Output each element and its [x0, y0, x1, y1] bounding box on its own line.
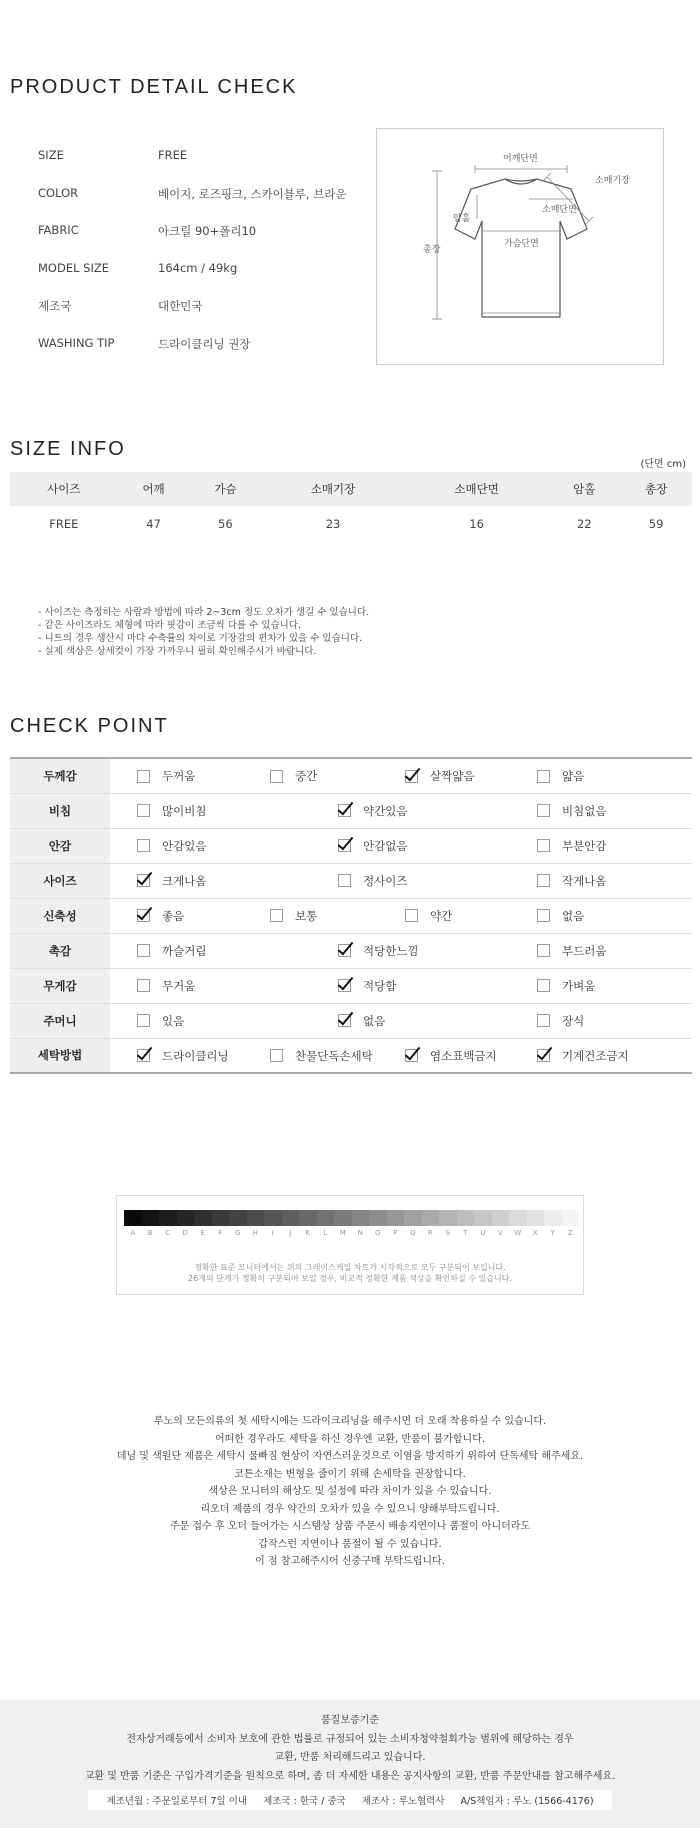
grayscale-letter: O — [374, 1229, 381, 1237]
check-option[interactable] — [137, 803, 206, 821]
check-option-label: 무거움 — [162, 978, 196, 993]
grayscale-swatch — [544, 1210, 562, 1226]
check-option-label: 좋음 — [162, 908, 185, 923]
check-option-label: 찬물단독손세탁 — [295, 1048, 373, 1063]
label-shoulder: 어깨단면 — [503, 154, 538, 164]
grayscale-swatch — [527, 1210, 545, 1226]
check-option[interactable] — [537, 1048, 629, 1066]
grayscale-letter: G — [235, 1229, 241, 1237]
check-option[interactable] — [338, 803, 407, 821]
check-option[interactable] — [537, 978, 595, 996]
check-option[interactable] — [137, 1013, 184, 1031]
grayscale-letter: Q — [409, 1229, 416, 1237]
footer-line: 교환 및 반품 기준은 구입가격기준을 원칙으로 하며, 좀 더 자세한 내용은 공지사항의 교환, 반품 주문안내를 참고해주세요. — [84, 1770, 616, 1782]
checkbox[interactable] — [537, 804, 550, 817]
label-length: 총장 — [423, 245, 441, 255]
size-header: 소매단면 — [405, 472, 549, 506]
check-options — [110, 898, 692, 933]
notice-line: 색상은 모니터의 해상도 및 설정에 따라 차이가 있을 수 있습니다. — [208, 1486, 492, 1497]
grayscale-letter: E — [200, 1229, 205, 1237]
size-header: 사이즈 — [10, 472, 118, 506]
spec-value: FREE — [158, 148, 188, 162]
check-option-label: 안감없음 — [363, 838, 408, 853]
checkbox[interactable] — [270, 1049, 283, 1062]
check-heading: CHECK POINT — [10, 715, 169, 737]
check-row — [10, 1038, 692, 1073]
check-option[interactable] — [137, 838, 206, 856]
notice-line: 주문 접수 후 오더 들어가는 시스템상 상품 주문시 배송지연이나 품절이 아니더라도 — [169, 1521, 531, 1532]
grayscale-letter: R — [427, 1229, 433, 1237]
check-options — [110, 828, 692, 863]
size-notes — [38, 606, 369, 658]
check-option-label: 약간있음 — [363, 803, 408, 818]
check-option[interactable] — [270, 1048, 373, 1066]
grayscale-swatch — [229, 1210, 247, 1226]
check-category: 촉감 — [10, 933, 110, 968]
checkbox[interactable] — [338, 804, 351, 817]
checkbox[interactable] — [537, 909, 550, 922]
check-row — [10, 758, 692, 793]
checkbox[interactable] — [537, 1014, 550, 1027]
note-line: - 같은 사이즈라도 체형에 따라 핏감이 조금씩 다를 수 있습니다. — [38, 620, 302, 631]
size-header: 소매기장 — [261, 472, 405, 506]
size-header: 암홀 — [548, 472, 620, 506]
grayscale-swatch — [159, 1210, 177, 1226]
spec-key: 제조국 — [38, 299, 72, 313]
size-cell: 59 — [648, 517, 664, 531]
grayscale-swatch — [299, 1210, 317, 1226]
checkbox[interactable] — [338, 944, 351, 957]
check-option[interactable] — [405, 768, 474, 786]
check-option-label: 있음 — [162, 1013, 185, 1028]
checkbox[interactable] — [137, 874, 150, 887]
check-option[interactable] — [338, 1013, 385, 1031]
footer-info-item: A/S책임자 : 루노 (1566-4176) — [460, 1796, 594, 1807]
grayscale-swatch — [282, 1210, 300, 1226]
label-sleeve-width: 소매단면 — [542, 205, 577, 215]
grayscale-letter: H — [252, 1229, 258, 1237]
grayscale-swatch — [492, 1210, 510, 1226]
checkbox[interactable] — [270, 909, 283, 922]
check-option[interactable] — [537, 838, 606, 856]
grayscale-swatch — [194, 1210, 212, 1226]
check-option-label: 적당함 — [363, 978, 397, 993]
checkbox[interactable] — [338, 874, 351, 887]
spec-value: 아크릴 90+폴리10 — [158, 224, 257, 238]
checkbox[interactable] — [405, 1049, 418, 1062]
grayscale-swatch — [562, 1210, 580, 1226]
check-option-label: 부분안감 — [562, 838, 607, 853]
checkbox[interactable] — [137, 1049, 150, 1062]
check-options — [110, 933, 692, 968]
check-option-label: 살짝얇음 — [430, 769, 475, 783]
size-header: 가슴 — [189, 472, 261, 506]
grayscale-swatch — [369, 1210, 387, 1226]
check-options — [110, 793, 692, 828]
check-option[interactable] — [338, 873, 407, 891]
check-category: 안감 — [10, 828, 110, 863]
size-header: 어깨 — [118, 472, 190, 506]
grayscale-swatch — [387, 1210, 405, 1226]
grayscale-swatch — [264, 1210, 282, 1226]
grayscale-letter: N — [357, 1229, 363, 1237]
checkbox[interactable] — [137, 770, 150, 783]
spec-key: WASHING TIP — [38, 335, 115, 350]
garment-diagram — [376, 128, 664, 365]
notice-line: 어떠한 경우라도 세탁을 하신 경우엔 교환, 반품이 불가합니다. — [214, 1433, 486, 1445]
quality-footer — [0, 1700, 700, 1828]
grayscale-swatch — [247, 1210, 265, 1226]
check-options — [110, 1003, 692, 1038]
notice-line: 루노의 모든의류의 첫 세탁시에는 드라이크리닝을 해주시면 더 오래 착용하실 수 있습니다. — [153, 1416, 547, 1427]
check-category: 사이즈 — [10, 863, 110, 898]
grayscale-swatch — [352, 1210, 370, 1226]
check-option-label: 부드러움 — [562, 943, 607, 958]
checkbox[interactable] — [405, 770, 418, 783]
grayscale-swatch — [334, 1210, 352, 1226]
checkbox[interactable] — [537, 944, 550, 957]
grayscale-letter: J — [289, 1229, 292, 1237]
spec-key: FABRIC — [38, 223, 79, 237]
check-option[interactable] — [338, 943, 419, 961]
check-row — [10, 828, 692, 863]
note-line: - 니트의 경우 생산시 마다 수축률의 차이로 기장감의 편차가 있을 수 있습니다. — [38, 633, 363, 644]
spec-key: MODEL SIZE — [38, 260, 109, 275]
check-point-table — [10, 757, 692, 1074]
size-cell: 16 — [469, 517, 484, 531]
check-option-label: 기계건조금지 — [562, 1048, 629, 1063]
footer-info-item: 제조국 : 한국 / 중국 — [263, 1796, 346, 1807]
spec-key: SIZE — [38, 148, 64, 162]
check-option[interactable] — [137, 978, 195, 996]
grayscale-letter: S — [445, 1229, 450, 1237]
grayscale-bar — [124, 1210, 579, 1226]
check-option[interactable] — [405, 908, 452, 926]
spec-value: 드라이클리닝 권장 — [158, 336, 251, 351]
grayscale-swatch — [439, 1210, 457, 1226]
grayscale-letter: Z — [567, 1229, 573, 1237]
checkbox[interactable] — [338, 839, 351, 852]
check-category: 비침 — [10, 793, 110, 828]
check-option-label: 없음 — [363, 1013, 386, 1028]
footer-info-item: 제조년월 : 주문일로부터 7일 이내 — [106, 1796, 248, 1807]
grayscale-letter: D — [182, 1229, 188, 1237]
grayscale-swatch — [212, 1210, 230, 1226]
checkbox[interactable] — [137, 804, 150, 817]
size-row — [10, 506, 692, 542]
check-option-label: 까슬거림 — [162, 943, 207, 958]
grayscale-letter: L — [323, 1229, 328, 1237]
check-option-label: 크게나옴 — [162, 873, 207, 888]
checkbox[interactable] — [537, 1049, 550, 1062]
label-armhole: 암홀 — [453, 214, 471, 224]
check-row — [10, 863, 692, 898]
grayscale-swatch — [474, 1210, 492, 1226]
check-option[interactable] — [405, 1048, 497, 1066]
care-notice — [0, 1413, 700, 1571]
check-option-label: 보통 — [295, 908, 318, 923]
check-option-label: 안감있음 — [162, 838, 207, 853]
grayscale-letter: F — [218, 1229, 223, 1237]
check-option[interactable] — [137, 943, 206, 961]
grayscale-swatch — [509, 1210, 527, 1226]
check-option[interactable] — [270, 908, 317, 926]
grayscale-swatch — [317, 1210, 335, 1226]
checkbox[interactable] — [338, 979, 351, 992]
grayscale-swatch — [142, 1210, 160, 1226]
grayscale-letter: P — [393, 1229, 398, 1237]
check-row — [10, 933, 692, 968]
check-option[interactable] — [137, 873, 206, 891]
checkbox[interactable] — [537, 770, 550, 783]
check-option[interactable] — [537, 943, 606, 961]
grayscale-swatch — [457, 1210, 475, 1226]
size-unit: (단면 cm) — [640, 459, 686, 470]
spec-value: 베이지, 로즈핑크, 스카이블루, 브라운 — [158, 186, 347, 201]
grayscale-letter: M — [339, 1229, 346, 1237]
check-option-label: 얇음 — [562, 769, 585, 783]
notice-line: 갑작스런 지연이나 품절이 될 수 있습니다. — [258, 1538, 442, 1550]
check-option[interactable] — [537, 908, 584, 926]
footer-info-bar — [88, 1790, 611, 1810]
check-options — [110, 863, 692, 898]
grayscale-letter: W — [514, 1229, 522, 1237]
check-option[interactable] — [537, 873, 606, 891]
check-option[interactable] — [137, 768, 195, 786]
grayscale-swatch — [124, 1210, 142, 1226]
check-option[interactable] — [537, 1013, 584, 1031]
grayscale-letter: X — [532, 1229, 538, 1237]
check-option[interactable] — [338, 978, 396, 996]
grayscale-letter: V — [497, 1229, 503, 1237]
spec-value: 대한민국 — [158, 299, 203, 313]
checkbox[interactable] — [537, 979, 550, 992]
grayscale-swatch — [422, 1210, 440, 1226]
check-option[interactable] — [137, 1048, 229, 1066]
check-row — [10, 968, 692, 1003]
checkbox[interactable] — [537, 874, 550, 887]
size-heading: SIZE INFO — [10, 438, 126, 460]
checkbox[interactable] — [137, 839, 150, 852]
label-sleeve-length: 소매기장 — [595, 176, 630, 186]
size-cell: FREE — [49, 517, 79, 531]
size-table — [10, 472, 692, 542]
notice-line: 데님 및 색원단 제품은 세탁시 물빠짐 현상이 자연스러운것으로 이염을 방지하기 위하여 단독세탁 해주세요. — [116, 1451, 584, 1462]
grayscale-swatch — [177, 1210, 195, 1226]
check-option-label: 비침없음 — [562, 803, 607, 818]
grayscale-letter: U — [480, 1229, 486, 1237]
check-options — [110, 758, 692, 793]
footer-line: 교환, 반품 처리해드리고 있습니다. — [274, 1752, 426, 1763]
grayscale-letter: Y — [550, 1229, 555, 1237]
footer-line: 전자상거래등에서 소비자 보호에 관한 법률로 규정되어 있는 소비자청약철회가능 범위에 해당하는 경우 — [126, 1733, 574, 1745]
check-option-label: 없음 — [562, 908, 585, 923]
check-option-label: 두꺼움 — [162, 769, 196, 783]
checkbox[interactable] — [137, 909, 150, 922]
check-category: 신축성 — [10, 898, 110, 933]
checkbox[interactable] — [270, 770, 283, 783]
check-option-label: 가벼움 — [562, 978, 596, 993]
spec-value: 164cm / 49kg — [158, 260, 238, 275]
grayscale-letter: A — [130, 1229, 136, 1237]
check-options — [110, 1038, 692, 1073]
checkbox[interactable] — [338, 1014, 351, 1027]
check-option[interactable] — [137, 908, 184, 926]
detail-heading: PRODUCT DETAIL CHECK — [10, 76, 298, 98]
check-option-label: 정사이즈 — [363, 873, 408, 888]
checkbox[interactable] — [537, 839, 550, 852]
notice-line: 리오더 제품의 경우 약간의 오차가 있을 수 있으니 양해부탁드립니다. — [200, 1503, 500, 1515]
size-cell: 23 — [325, 517, 341, 531]
grayscale-letters — [124, 1229, 579, 1237]
check-option-label: 드라이클리닝 — [162, 1048, 229, 1063]
check-option-label: 작게나옴 — [562, 873, 607, 888]
check-category: 두께감 — [10, 758, 110, 793]
footer-title: 품질보증기준 — [321, 1715, 379, 1726]
check-option-label: 약간 — [430, 908, 453, 923]
check-option[interactable] — [537, 803, 606, 821]
check-option-label: 많이비침 — [162, 803, 207, 818]
notice-line: 이 점 참고해주시어 신중구매 부탁드립니다. — [255, 1556, 445, 1567]
check-row — [10, 898, 692, 933]
checkbox[interactable] — [137, 944, 150, 957]
label-chest: 가슴단면 — [504, 239, 539, 249]
size-cell: 56 — [218, 517, 233, 531]
check-option[interactable] — [338, 838, 407, 856]
grayscale-letter: T — [463, 1229, 468, 1237]
spec-key: COLOR — [38, 185, 79, 200]
note-line: - 사이즈는 측정하는 사람과 방법에 따라 2~3cm 정도 오차가 생길 수 있습니다. — [38, 607, 370, 618]
check-option[interactable] — [537, 768, 584, 786]
check-row — [10, 1003, 692, 1038]
size-header: 총장 — [620, 472, 692, 506]
size-cell: 22 — [576, 517, 592, 531]
check-row — [10, 793, 692, 828]
check-category: 세탁방법 — [10, 1038, 110, 1073]
grayscale-letter: I — [271, 1229, 274, 1237]
checkbox[interactable] — [137, 1014, 150, 1027]
grayscale-letter: B — [147, 1229, 153, 1237]
size-cell: 47 — [146, 517, 161, 531]
check-category: 무게감 — [10, 968, 110, 1003]
checkbox[interactable] — [405, 909, 418, 922]
check-options — [110, 968, 692, 1003]
check-option-label: 염소표백금지 — [430, 1048, 497, 1063]
grayscale-chart — [116, 1195, 584, 1295]
grayscale-letter: C — [165, 1229, 171, 1237]
notice-line: 코튼소재는 변형을 줄이기 위해 손세탁을 권장합니다. — [234, 1468, 466, 1480]
check-option-label: 적당한느낌 — [363, 943, 419, 958]
checkbox[interactable] — [137, 979, 150, 992]
grayscale-note-2: 26개의 단계가 정확히 구분되어 보일 경우, 비교적 정확한 제품 색상을 확인하실 수 있습니다. — [188, 1274, 512, 1283]
grayscale-letter: K — [305, 1229, 311, 1237]
check-category: 주머니 — [10, 1003, 110, 1038]
note-line: - 실제 색상은 상세컷이 가장 가까우니 필히 확인해주시기 바랍니다. — [38, 646, 317, 657]
check-option-label: 장식 — [562, 1013, 585, 1028]
check-option-label: 중간 — [295, 769, 318, 783]
grayscale-note-1: 정확한 표준 모니터에서는 위의 그레이스케일 차트가 시각적으로 모두 구분되어 보입니다. — [194, 1263, 506, 1272]
grayscale-swatch — [404, 1210, 422, 1226]
check-option[interactable] — [270, 768, 317, 786]
footer-info-item: 제조사 : 루노협력사 — [361, 1796, 445, 1807]
